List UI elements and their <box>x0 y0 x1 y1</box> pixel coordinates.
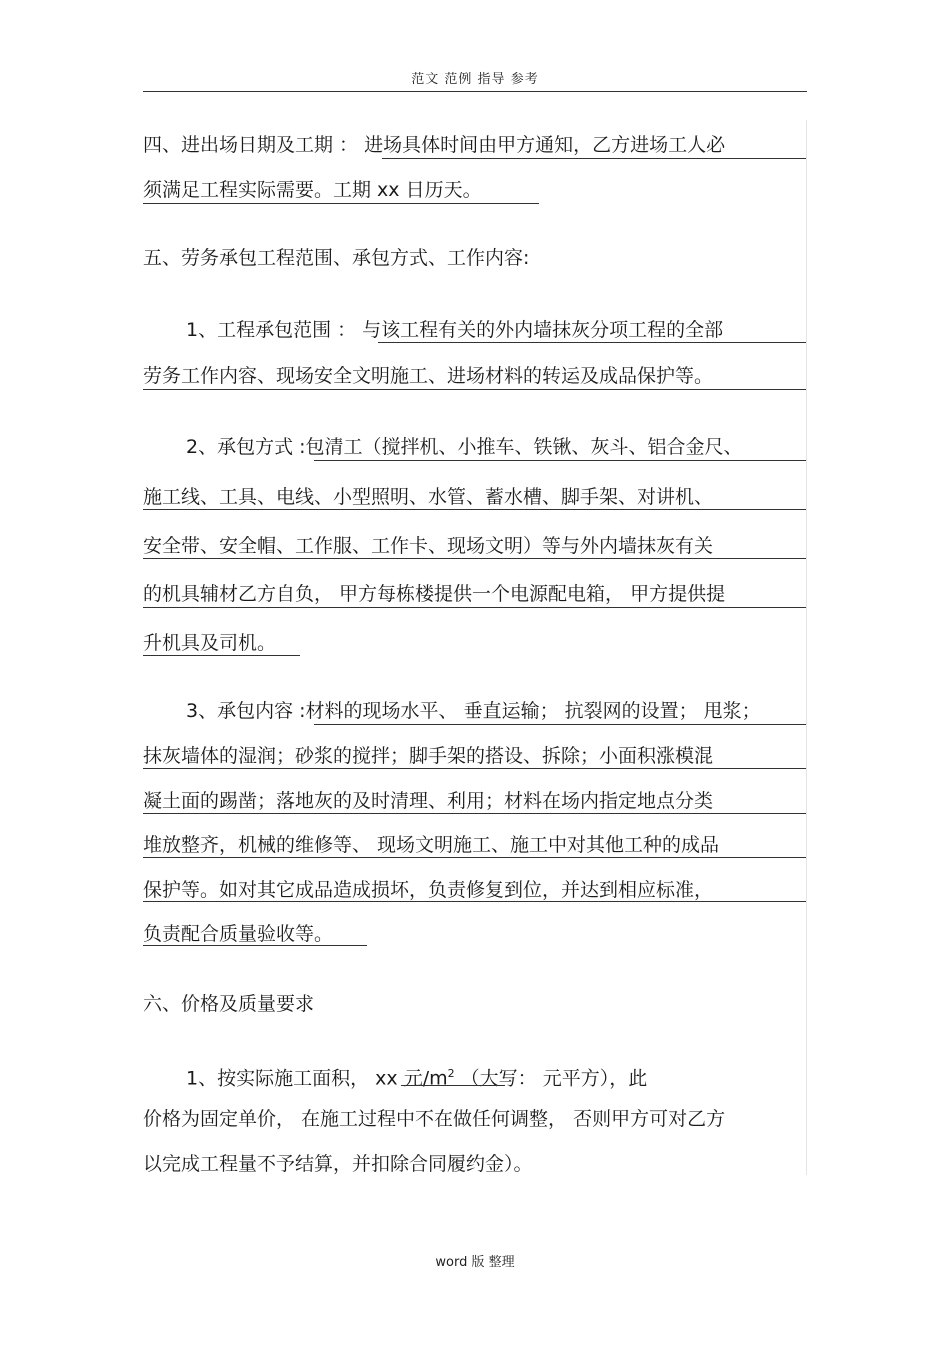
underline <box>378 342 806 343</box>
section4-line2: 须满足工程实际需要。工期 xx 日历天。 <box>143 179 482 201</box>
section5-heading: 五、劳务承包工程范围、承包方式、工作内容: <box>143 247 530 269</box>
section6-item1-line1 <box>186 1062 647 1090</box>
section5-item1-line2: 劳务工作内容、现场安全文明施工、进场材料的转运及成品保护等。 <box>143 365 714 387</box>
section5-item3-line5: 保护等。如对其它成品造成损坏，负责修复到位，并达到相应标准， <box>143 879 714 901</box>
underline <box>143 901 806 902</box>
underline <box>143 857 806 858</box>
section5-item3-line2: 抹灰墙体的湿润；砂浆的搅拌；脚手架的搭设、拆除；小面积涨模混 <box>143 745 714 767</box>
unit-superscript: 2 <box>447 1067 455 1080</box>
section5-item3-line1: 3、承包内容 :材料的现场水平、 垂直运输； 抗裂网的设置； 甩浆； <box>186 700 761 722</box>
section5-item2-line1: 2、承包方式 :包清工（搅拌机、小推车、铁锹、灰斗、铝合金尺、 <box>186 436 743 458</box>
underline <box>143 768 806 769</box>
section6-item1-line2: 价格为固定单价， 在施工过程中不在做任何调整， 否则甲方可对乙方 <box>143 1108 726 1130</box>
page-footer: word 版 整理 <box>435 1255 515 1270</box>
section5-item2-line3: 安全带、安全帽、工作服、工作卡、现场文明）等与外内墙抹灰有关 <box>143 535 714 557</box>
underline <box>143 203 539 204</box>
underline <box>143 558 806 559</box>
section4-line1: 四、进出场日期及工期 ： 进场具体时间由甲方通知，乙方进场工人必 <box>143 134 726 156</box>
header-divider <box>143 91 807 92</box>
section6-item1-line3: 以完成工程量不予结算，并扣除合同履约金）。 <box>143 1153 533 1175</box>
price-prefix: 1、按实际施工面积， <box>186 1067 376 1090</box>
section5-item2-line2: 施工线、工具、电线、小型照明、水管、蓄水槽、脚手架、对讲机、 <box>143 486 714 508</box>
underline <box>382 158 806 159</box>
price-underline <box>401 1085 505 1086</box>
underline <box>143 655 300 656</box>
underline <box>143 509 806 510</box>
underline <box>314 724 806 725</box>
section5-item2-line4: 的机具辅材乙方自负， 甲方每栋楼提供一个电源配电箱， 甲方提供提 <box>143 583 726 605</box>
underline <box>143 945 367 946</box>
underline <box>143 813 806 814</box>
underline <box>143 607 806 608</box>
price-unit: 元/m <box>403 1067 448 1090</box>
underline <box>314 460 806 461</box>
section5-item3-line3: 凝土面的踢凿；落地灰的及时清理、利用；材料在场内指定地点分类 <box>143 790 714 812</box>
section5-item1-line1: 1、工程承包范围 ： 与该工程有关的外内墙抹灰分项工程的全部 <box>186 319 724 341</box>
section5-item3-line4: 堆放整齐，机械的维修等、 现场文明施工、施工中对其他工种的成品 <box>143 834 720 856</box>
section5-item3-line6: 负责配合质量验收等。 <box>143 923 334 945</box>
underline <box>143 389 806 390</box>
section5-item2-line5: 升机具及司机。 <box>143 632 277 654</box>
price-rest: （大写： 元平方），此 <box>460 1067 648 1090</box>
page-frame-edge <box>806 120 807 1175</box>
page-header: 范文 范例 指导 参考 <box>411 72 539 87</box>
price-value: xx <box>375 1067 398 1090</box>
section6-heading: 六、价格及质量要求 <box>143 993 315 1015</box>
